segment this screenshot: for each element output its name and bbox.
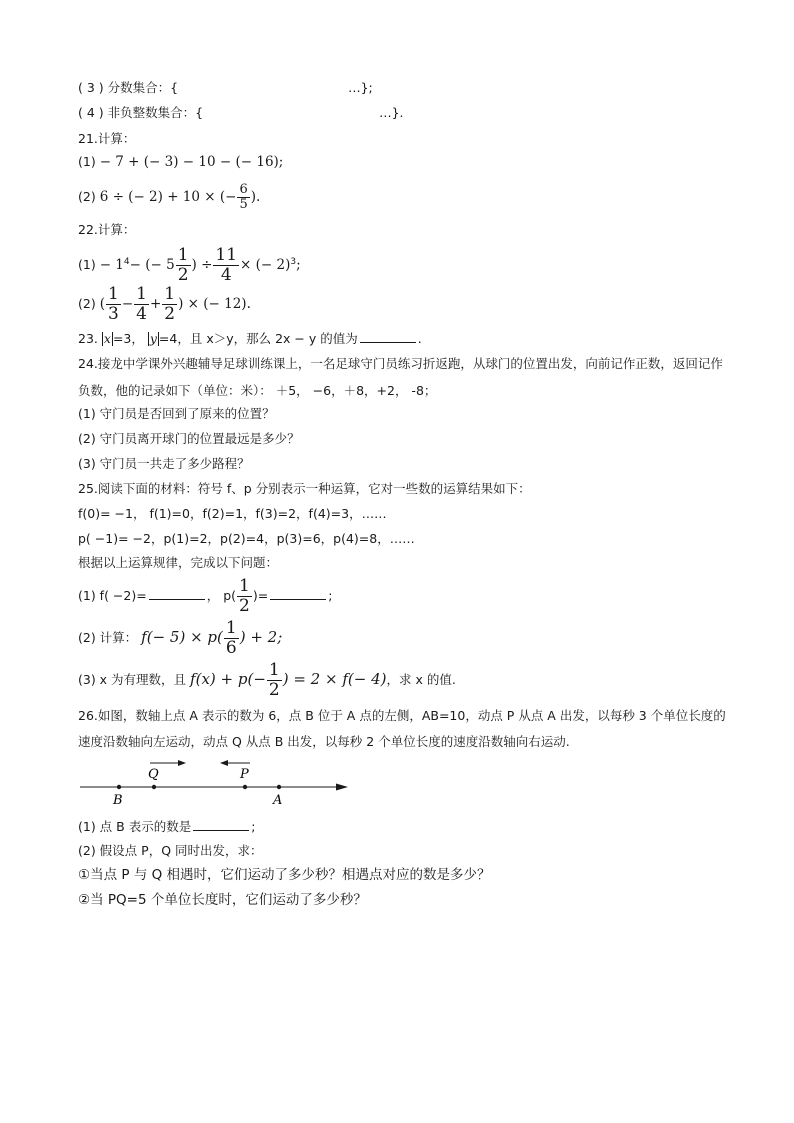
q22-p2-label: (2): [78, 296, 96, 311]
q21-p2-expr-a: 6 ÷ (− 2) + 10 × (−: [99, 189, 237, 205]
q25-s1-a: (1) f( −2)=: [78, 588, 147, 603]
q24-sub1: (1) 守门员是否回到了原来的位置？: [78, 406, 275, 421]
q22-p1-f1-den: 2: [177, 265, 189, 286]
label-p: P: [240, 767, 249, 782]
q25-s3-f-den: 2: [268, 680, 280, 700]
q25-s2-a: (2) 计算：: [78, 630, 138, 645]
label-b: B: [113, 793, 123, 808]
q26-question: 26.如图，数轴上点 A 表示的数为 6，点 B 位于 A 点的左侧，AB=10，动点 P 从点 A 出发，以每秒 3 个单位长度的速度沿数轴向左运动，动点 Q 从点 B 出发，以每秒 2 个单位长度的速度沿数轴向右运动.: [78, 708, 726, 749]
number-line-figure: [78, 752, 358, 808]
q26-sub2: (2) 假设点 P，Q 同时出发，求：: [78, 843, 263, 858]
q25-s3-b: f(x) + p(−: [190, 670, 266, 688]
set-item-4: [78, 104, 404, 122]
set-item-4-end: …}.: [379, 105, 404, 120]
q22-part2: [78, 285, 251, 324]
q21-part1: [78, 153, 283, 171]
q22-p2-fraction1: [106, 285, 121, 324]
q24-sub2: (2) 守门员离开球门的位置最远是多少？: [78, 431, 300, 446]
q22-p1-c: ) ÷: [191, 257, 213, 274]
q25-s1-b: ， p(: [206, 588, 237, 603]
q25-s1-blank-p[interactable]: [270, 587, 326, 600]
q22-p2-fraction3: [162, 285, 177, 324]
q25-s2-f-num: 1: [225, 618, 237, 638]
q25-question: 25.阅读下面的材料：符号 f、p 分别表示一种运算，它对一些数的运算结果如下：: [78, 481, 531, 496]
q25-s2-fraction: [224, 619, 239, 658]
q22-p2-f1-den: 3: [107, 304, 119, 324]
q21-p1-label: (1): [78, 154, 96, 169]
label-a: A: [273, 793, 283, 808]
q22-p2-f2-den: 4: [136, 304, 147, 324]
q26-case1: ①当点 P 与 Q 相遇时，它们运动了多少秒？相遇点对应的数是多少？: [78, 867, 491, 883]
q25-s3-f-num: 1: [268, 660, 280, 680]
q22-p1-exp2: 3: [290, 257, 297, 267]
q22-p1-e: ;: [296, 257, 301, 274]
point-p-dot: [243, 785, 247, 789]
set-item-3-end: …};: [348, 80, 373, 95]
q22-part1: [78, 242, 301, 285]
q25-s2-f-den: 6: [225, 638, 237, 658]
q25-s3-c: ) = 2 × f(− 4): [282, 670, 387, 688]
q25-s2-b: f(− 5) × p(: [141, 628, 223, 646]
q22-p1-fraction2: [213, 246, 239, 285]
q25-s1-blank-f[interactable]: [149, 587, 205, 600]
q22-p2-b: −: [121, 296, 134, 312]
q25-s1-d: ;: [328, 588, 333, 603]
q26-s1-blank[interactable]: [193, 818, 249, 831]
q24-sub3: (3) 守门员一共走了多少路程？: [78, 456, 250, 471]
q22-p1-label: (1): [78, 257, 96, 273]
q25-sub2: [78, 617, 282, 658]
q21-p2-fraction: [237, 183, 249, 212]
set-item-3-label: ( 3 ) 分数集合：{: [78, 80, 179, 95]
p-arrow-head: [220, 760, 228, 766]
q23-abs-y: y: [149, 331, 157, 346]
q21-p2-frac-den: 5: [239, 197, 248, 212]
q25-s1-c: )=: [252, 588, 269, 603]
point-b-dot: [117, 785, 121, 789]
q22-p2-d: ) × (− 12).: [178, 296, 251, 312]
q25-s3-d: ，求 x 的值.: [386, 672, 456, 687]
q22-title: 22.计算：: [78, 222, 136, 237]
label-q: Q: [148, 767, 159, 782]
q26-sub1: [78, 818, 255, 836]
q22-p1-exp1: 4: [123, 257, 130, 267]
q25-s1-f-num: 1: [239, 576, 250, 596]
point-q-dot: [152, 785, 156, 789]
q25-s1-f-den: 2: [239, 596, 250, 616]
q22-p1-b: − (− 5: [129, 257, 175, 274]
q24-question: 24.接龙中学课外兴趣辅导足球训练课上，一名足球守门员练习折返跑，从球门的位置出发，向前记作正数，返回记作负数，他的记录如下（单位：米）： ＋5， −6，＋8，+2， -8；: [78, 356, 723, 398]
q25-s1-fraction: [237, 577, 252, 616]
q25-p-row: p( −1)= −2，p(1)=2，p(2)=4，p(3)=6，p(4)=8，……: [78, 531, 415, 546]
q25-sub3: [78, 659, 456, 700]
q25-s3-fraction: [267, 661, 282, 700]
q22-p2-c: +: [149, 296, 162, 312]
q21-p2-frac-num: 6: [239, 182, 248, 197]
q25-s2-c: ) + 2;: [239, 628, 283, 646]
q25-f-row: f(0)= −1， f(1)=0，f(2)=1，f(3)=2，f(4)=3，……: [78, 506, 387, 521]
q22-p1-a: − 1: [99, 257, 124, 274]
point-a-dot: [277, 785, 281, 789]
q21-p1-expr: − 7 + (− 3) − 10 − (− 16);: [99, 154, 284, 170]
q26-s1-b: ;: [251, 819, 256, 834]
q21-title: 21.计算：: [78, 131, 136, 146]
q22-p2-fraction2: [134, 285, 149, 324]
q-arrow-head: [178, 760, 186, 766]
q21-p2-label: (2): [78, 189, 96, 204]
q21-part2: [78, 180, 260, 214]
q26-case2: ②当 PQ=5 个单位长度时，它们运动了多少秒？: [78, 892, 367, 908]
q22-p2-f2-num: 1: [136, 284, 147, 304]
q23-abs-x: x: [103, 331, 111, 346]
q21-p2-expr-b: ).: [250, 189, 261, 205]
q25-rule: 根据以上运算规律，完成以下问题：: [78, 555, 279, 570]
q25-sub1: [78, 576, 332, 616]
q22-p1-f2-den: 4: [220, 265, 232, 286]
q22-p2-a: (: [99, 296, 105, 312]
q22-p1-d: × (− 2): [240, 257, 291, 274]
q22-p2-f3-num: 1: [164, 284, 176, 304]
q22-p2-f3-den: 2: [164, 304, 176, 324]
q23-answer-blank[interactable]: [360, 330, 416, 343]
q23-text-d: .: [417, 331, 422, 346]
q25-s3-a: (3) x 为有理数，且: [78, 672, 187, 687]
q26-s1-a: (1) 点 B 表示的数是: [78, 819, 192, 834]
number-line-arrowhead: [336, 784, 348, 791]
q22-p2-f1-num: 1: [107, 284, 119, 304]
q22-p1-f2-num: 11: [215, 245, 238, 266]
q22-p1-fraction1: [176, 246, 191, 285]
q23-question: [78, 330, 422, 348]
set-item-3: [78, 79, 373, 97]
q23-text-c: =4，且 x＞y，那么 2x − y 的值为: [158, 331, 358, 346]
q23-number: 23.: [78, 331, 98, 346]
q22-p1-f1-num: 1: [177, 245, 189, 266]
set-item-4-label: ( 4 ) 非负整数集合：{: [78, 105, 204, 120]
q23-text-b: =3，: [112, 331, 144, 346]
